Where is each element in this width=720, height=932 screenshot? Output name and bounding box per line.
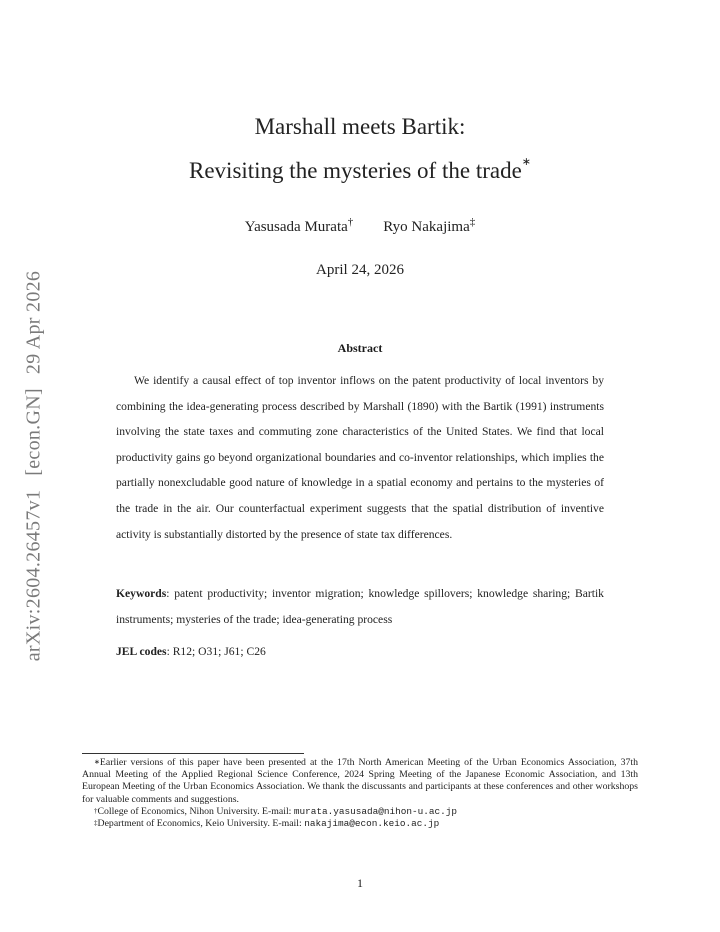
jel-label: JEL codes [116, 645, 167, 658]
keywords-text: patent productivity; inventor migration; knowledge spillovers; knowledge sharing; Bartik instruments; mysteries of the trade; idea-generating process [116, 587, 604, 626]
abstract-text: We identify a causal effect of top inventor inflows on the patent productivity of local inventors by combining the idea-generating process described by Marshall (1890) with the Bartik (1991) instruments involving the state taxes and commuting zone characteristics of the United States. We find that local productivity gains go beyond organizational boundaries and co-inventor relationships, which implies the partially nonexcludable good nature of knowledge in a spatial economy and pertains to the mysteries of the trade in the air. Our counterfactual experiment suggests that the spatial distribution of inventive activity is substantially distorted by the presence of state tax differences. [116, 374, 604, 541]
footnote-author1-affiliation: †College of Economics, Nihon University. E-mail: murata.yasusada@nihon-u.ac.jp [94, 805, 458, 817]
abstract-heading: Abstract [337, 341, 383, 355]
author-list [0, 216, 720, 236]
jel-codes: JEL codes: R12; O31; J61; C26 [116, 645, 266, 658]
jel-text: R12; O31; J61; C26 [172, 645, 266, 658]
footnotes [82, 757, 638, 830]
paper-title-line2: Revisiting the mysteries of the trade∗ [189, 156, 531, 183]
author: Yasusada Murata† [244, 216, 354, 235]
footnote-acknowledgement: ∗Earlier versions of this paper have been presented at the 17th North American Meeting of the Urban Economics Association, 37th Annual Meeting of the Applied Regional Science Conference, 2024 Spring Meeting of the Japanese Economic Association, and 13th European Meeting of the Urban Economics Association. We thank the discussants and participants at these conferences and other workshops for valuable comments and suggestions. [82, 757, 638, 805]
arxiv-stamp [23, 271, 46, 661]
email-link[interactable]: nakajima@econ.keio.ac.jp [304, 818, 440, 830]
arxiv-category: [econ.GN] [22, 388, 45, 476]
paper-title-line1: Marshall meets Bartik: [254, 114, 466, 139]
keywords: Keywords: patent productivity; inventor migration; knowledge spillovers; knowledge sharing; Bartik instruments; mysteries of the trade; idea-generating process [116, 587, 604, 626]
arxiv-id: arXiv:2604.26457v1 [22, 489, 45, 662]
author: Ryo Nakajima‡ [383, 216, 476, 235]
paper-date: April 24, 2026 [316, 262, 404, 278]
page-number: 1 [357, 876, 363, 890]
email-link[interactable]: murata.yasusada@nihon-u.ac.jp [293, 805, 458, 817]
title-footnote-mark: ∗ [521, 156, 531, 168]
footnote-author2-affiliation: ‡Department of Economics, Keio University. E-mail: nakajima@econ.keio.ac.jp [94, 818, 440, 830]
keywords-label: Keywords [116, 587, 167, 600]
arxiv-date: 29 Apr 2026 [22, 270, 45, 375]
footnote-rule [82, 753, 304, 754]
